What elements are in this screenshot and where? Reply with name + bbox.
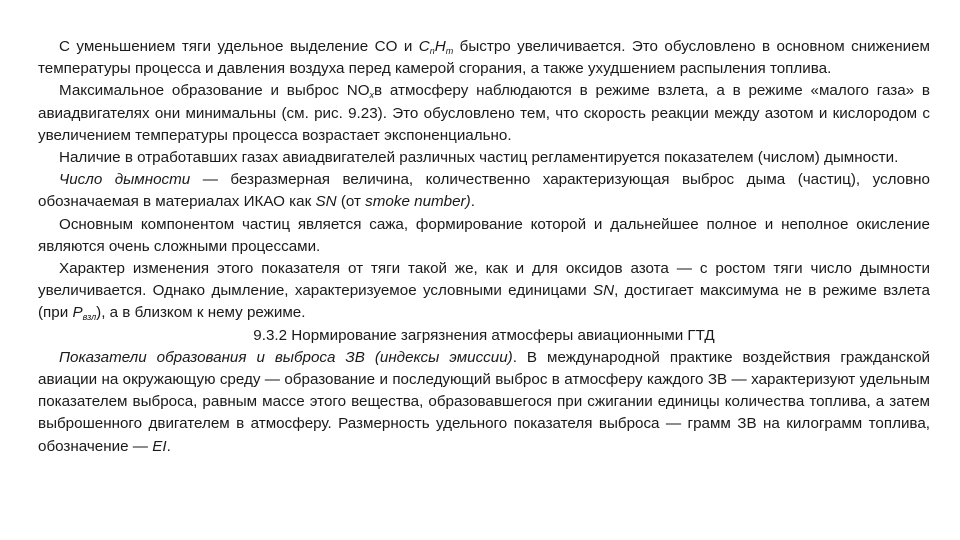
text-segment: (от [336,193,366,211]
symbol-sn: SN [315,193,337,211]
formula-subscript: m [445,46,454,56]
formula-hm [435,38,453,55]
formula-base: H [434,38,446,55]
text-segment: , достигает максимума не в режиме взлета (при [38,282,930,322]
formula-cn [419,38,435,55]
paragraph-co-emission [38,36,930,80]
text-segment: — безразмерная величина, количественно характеризующая выброс дыма (частиц), условно обозначаемая в материалах ИКАО как [38,171,930,211]
text-segment: . В международной практике воздействия гражданской авиации на окружающую среду — образование и последующий выброс в атмосферу каждого ЗВ — характеризуют удельным показателем выброса, равным массе этого вещества, образовавшегося при сжигании единицы количества топлива, а затем выброшенного двигателем в атмосферу. Размерность удельного показателя выброса — грамм ЗВ на килограмм топлива, обозначение — [38,348,930,455]
formula-subscript: n [429,46,435,56]
section-heading: 9.3.2 Нормирование загрязнения атмосферы авиационными ГТД [253,326,715,344]
text-segment: Характер изменения этого показателя от тяги такой же, как и для оксидов азота — с ростом тяги число дымности увеличивается. Однако дымление, характеризуемое условными единицами [38,260,930,300]
formula-base: C [418,38,430,55]
formula-subscript: взл [82,312,97,323]
formula-base: P [72,304,83,322]
term-smoke-number-en: smoke number) [365,193,471,211]
paragraph-emission-indices [38,347,930,458]
nox-subscript: x [369,90,375,101]
paragraph-nox-emission [38,80,930,147]
symbol-ei: EI [152,437,167,455]
text-segment: ), а в близком к нему режиме. [96,304,306,322]
paragraph-soot: Основным компонентом частиц является сажа, формирование которой и дальнейшее полное и неполное окисление являются очень сложными процессами. [38,215,930,255]
symbol-sn: SN [592,282,615,300]
paragraph-smoke-number [38,169,930,213]
text-segment: Максимальное образование и выброс NO [59,82,370,100]
text-segment: . [166,437,171,455]
paragraph-smoke-trend [38,258,930,325]
term-emission-indices: Показатели образования и выброса ЗВ (индексы эмиссии) [59,348,513,366]
paragraph-particles: Наличие в отработавших газах авиадвигателей различных частиц регламентируется показателем (числом) дымности. [59,149,899,167]
text-segment: С уменьшением тяги удельное выделение CO и [59,38,419,55]
text-segment: . [470,193,475,211]
symbol-p-takeoff [72,304,96,321]
text-segment: быстро увеличивается. Это обусловлено в основном снижением температуры процесса и давления воздуха перед камерой сгорания, а также ухудшением распыления топлива. [38,38,930,78]
document-page [38,36,930,458]
term-smoke-number: Число дымности [59,171,191,189]
text-segment: в атмосферу наблюдаются в режиме взлета, а в режиме «малого газа» в авиадвигателях они минимальны (см. рис. 9.23). Это обусловлено тем, что скорость реакции между азотом и кислородом с увеличением температуры процесса возрастает экспоненциально. [38,82,930,144]
